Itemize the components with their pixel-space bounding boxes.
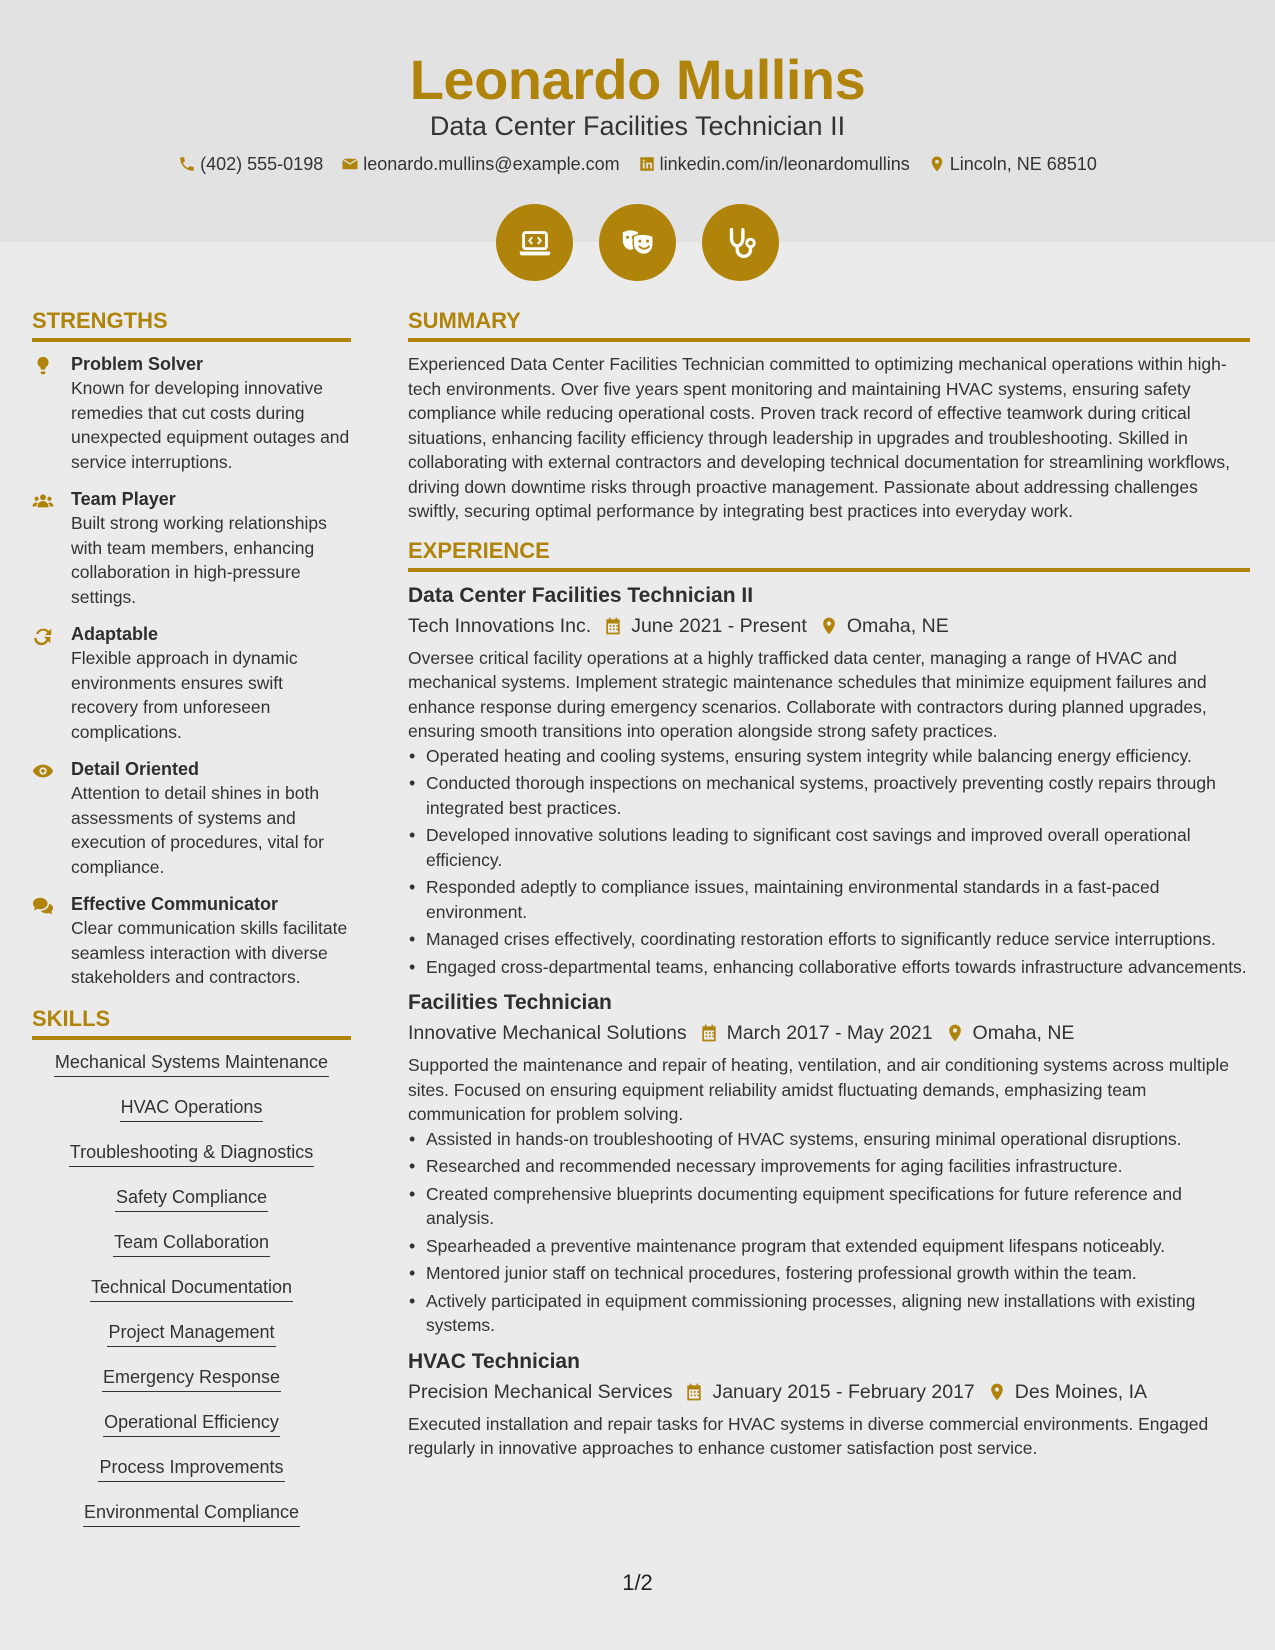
job-bullet: • Responded adeptly to compliance issues, maintaining environmental standards in a fast-paced environment. xyxy=(408,875,1250,924)
job-meta xyxy=(408,1378,1250,1406)
job-bullet: • Operated heating and cooling systems, ensuring system integrity while balancing energy efficiency. xyxy=(408,744,1250,769)
skill-item: Project Management xyxy=(107,1320,275,1347)
job-bullet: • Spearheaded a preventive maintenance program that extended equipment lifespans noticeably. xyxy=(408,1234,1250,1259)
eye-icon xyxy=(32,760,54,782)
job-company: Tech Innovations Inc. xyxy=(408,614,592,637)
skill-item: Technical Documentation xyxy=(90,1275,293,1302)
header-band xyxy=(0,0,1275,242)
strength-desc: Attention to detail shines in both assessments of systems and execution of procedures, vital for compliance. xyxy=(71,783,324,877)
envelope-icon xyxy=(341,155,359,173)
map-pin-icon xyxy=(987,1382,1007,1402)
skill-item: Safety Compliance xyxy=(115,1185,268,1212)
strength-item xyxy=(32,352,351,474)
candidate-title: Data Center Facilities Technician II xyxy=(429,111,846,141)
job-bullet: • Developed innovative solutions leading to significant cost savings and improved overall operational efficiency. xyxy=(408,823,1250,872)
map-pin-icon xyxy=(819,616,839,636)
skill-item: Team Collaboration xyxy=(113,1230,270,1257)
job-company: Precision Mechanical Services xyxy=(408,1380,673,1403)
map-pin-icon xyxy=(928,155,946,173)
strength-title: Adaptable xyxy=(71,624,159,644)
strength-desc: Known for developing innovative remedies that cut costs during unexpected equipment outages and service interruptions. xyxy=(71,378,350,472)
job-location: Omaha, NE xyxy=(846,614,949,637)
skill-item: Environmental Compliance xyxy=(83,1500,300,1527)
skill-item: Mechanical Systems Maintenance xyxy=(54,1050,329,1077)
skill-item: Process Improvements xyxy=(98,1455,284,1482)
job-title: Data Center Facilities Technician II xyxy=(408,583,754,607)
job-description: Executed installation and repair tasks for HVAC systems in diverse commercial environments. Engaged regularly in innovative approaches to enhance customer satisfaction post service. xyxy=(408,1413,1209,1458)
strength-desc: Built strong working relationships with team members, enhancing collaboration in high-pressure settings. xyxy=(71,513,327,607)
skill-item: HVAC Operations xyxy=(120,1095,264,1122)
skills-heading: SKILLS xyxy=(32,1004,351,1040)
badge-stethoscope xyxy=(702,204,779,281)
strength-desc: Flexible approach in dynamic environments ensures swift recovery from unforeseen complications. xyxy=(71,648,298,742)
page-number: 1/2 xyxy=(622,1570,653,1595)
right-column xyxy=(408,306,1250,1471)
strength-item xyxy=(32,757,351,879)
skills-list xyxy=(32,1050,351,1545)
job-dates: June 2021 - Present xyxy=(631,614,807,637)
contact-linkedin-text[interactable]: linkedin.com/in/leonardomullins xyxy=(659,153,910,174)
strengths-heading: STRENGTHS xyxy=(32,306,351,342)
phone-icon xyxy=(178,155,196,173)
job-dates: March 2017 - May 2021 xyxy=(726,1022,933,1044)
contact-location xyxy=(928,152,1097,176)
badge-laptop xyxy=(496,204,573,281)
job-location: Des Moines, IA xyxy=(1014,1380,1147,1403)
skills-section xyxy=(32,1004,351,1545)
strength-item xyxy=(32,622,351,744)
job-description: Oversee critical facility operations at a highly trafficked data center, managing a range of HVAC and mechanical systems. Implement strategic maintenance schedules that minimize equipment failures and enhance response during emergency scenarios. Collaborate with contractors during planned upgrades, ensuring smooth transitions into operation alongside strong safety practices. xyxy=(408,647,1207,741)
job-bullets xyxy=(408,1127,1250,1338)
calendar-icon xyxy=(603,616,623,636)
strength-item xyxy=(32,487,351,609)
job-bullet: • Created comprehensive blueprints documenting equipment specifications for future reference and analysis. xyxy=(408,1182,1250,1231)
job-company: Innovative Mechanical Solutions xyxy=(408,1022,687,1044)
job-title: HVAC Technician xyxy=(408,1349,580,1373)
job-dates: January 2015 - February 2017 xyxy=(712,1380,975,1403)
calendar-icon xyxy=(684,1382,704,1402)
contact-phone xyxy=(178,152,323,176)
strength-title: Problem Solver xyxy=(71,354,204,374)
contact-email[interactable] xyxy=(341,152,619,176)
laptop-code-icon xyxy=(516,224,554,262)
job-bullet: • Mentored junior staff on technical procedures, fostering professional growth within the team. xyxy=(408,1261,1250,1286)
strength-title: Team Player xyxy=(71,489,176,509)
job-entry xyxy=(408,989,1250,1338)
skill-item: Troubleshooting & Diagnostics xyxy=(69,1140,314,1167)
skill-item: Emergency Response xyxy=(102,1365,281,1392)
strength-title: Effective Communicator xyxy=(71,894,279,914)
contact-bar xyxy=(0,152,1275,176)
job-meta xyxy=(408,1019,1250,1047)
summary-heading: SUMMARY xyxy=(408,306,1250,342)
skill-item: Operational Efficiency xyxy=(103,1410,280,1437)
job-bullet: • Assisted in hands-on troubleshooting of HVAC systems, ensuring minimal operational disruptions. xyxy=(408,1127,1250,1152)
comments-icon xyxy=(32,895,54,917)
job-meta xyxy=(408,612,1250,640)
job-location: Omaha, NE xyxy=(972,1022,1075,1044)
lightbulb-icon xyxy=(32,355,54,377)
job-entry xyxy=(408,1348,1250,1461)
strength-desc: Clear communication skills facilitate seamless interaction with diverse stakeholders and contractors. xyxy=(71,918,348,987)
strength-item xyxy=(32,892,351,990)
job-bullet: • Conducted thorough inspections on mechanical systems, proactively preventing costly repairs through integrated best practices. xyxy=(408,771,1250,820)
job-entry xyxy=(408,582,1250,980)
job-bullets xyxy=(408,744,1250,980)
job-bullet: • Actively participated in equipment commissioning processes, aligning new installations with existing systems. xyxy=(408,1289,1250,1338)
contact-linkedin[interactable] xyxy=(638,152,910,176)
map-pin-icon xyxy=(945,1023,965,1043)
candidate-name: Leonardo Mullins xyxy=(409,48,866,111)
left-column xyxy=(32,306,351,1545)
badge-masks xyxy=(599,204,676,281)
strength-title: Detail Oriented xyxy=(71,759,200,779)
badge-row xyxy=(0,204,1275,281)
linkedin-icon xyxy=(638,155,656,173)
contact-location-text: Lincoln, NE 68510 xyxy=(949,153,1097,174)
job-description: Supported the maintenance and repair of heating, ventilation, and air conditioning systems across multiple sites. Focused on ensuring equipment reliability amidst fluctuating demands, emphasizing team communication for problem solving. xyxy=(408,1055,1230,1124)
calendar-icon xyxy=(699,1023,719,1043)
theater-masks-icon xyxy=(619,224,657,262)
job-title: Facilities Technician xyxy=(408,991,612,1014)
contact-email-text[interactable]: leonardo.mullins@example.com xyxy=(363,153,620,174)
summary-text: Experienced Data Center Facilities Technician committed to optimizing mechanical operations within high-tech environments. Over five years spent monitoring and maintaining HVAC systems, ensuring safety compliance while reducing operational costs. Proven track record of effective teamwork during critical situations, enhancing facility efficiency through leadership in upgrades and troubleshooting. Skilled in collaborating with external contractors and developing technical documentation for streamlining workflows, driving down downtime risks through proactive management. Passionate about addressing challenges swiftly, securing optimal performance by integrating best practices into everyday work. xyxy=(408,354,1230,521)
stethoscope-icon xyxy=(722,224,760,262)
experience-heading: EXPERIENCE xyxy=(408,536,1250,572)
sync-icon xyxy=(32,625,54,647)
contact-phone-text: (402) 555-0198 xyxy=(200,153,324,174)
job-bullet: • Managed crises effectively, coordinating restoration efforts to significantly reduce service interruptions. xyxy=(408,927,1250,952)
job-bullet: • Researched and recommended necessary improvements for aging facilities infrastructure. xyxy=(408,1154,1250,1179)
users-icon xyxy=(32,490,54,512)
job-bullet: • Engaged cross-departmental teams, enhancing collaborative efforts towards infrastructure advancements. xyxy=(408,955,1250,980)
